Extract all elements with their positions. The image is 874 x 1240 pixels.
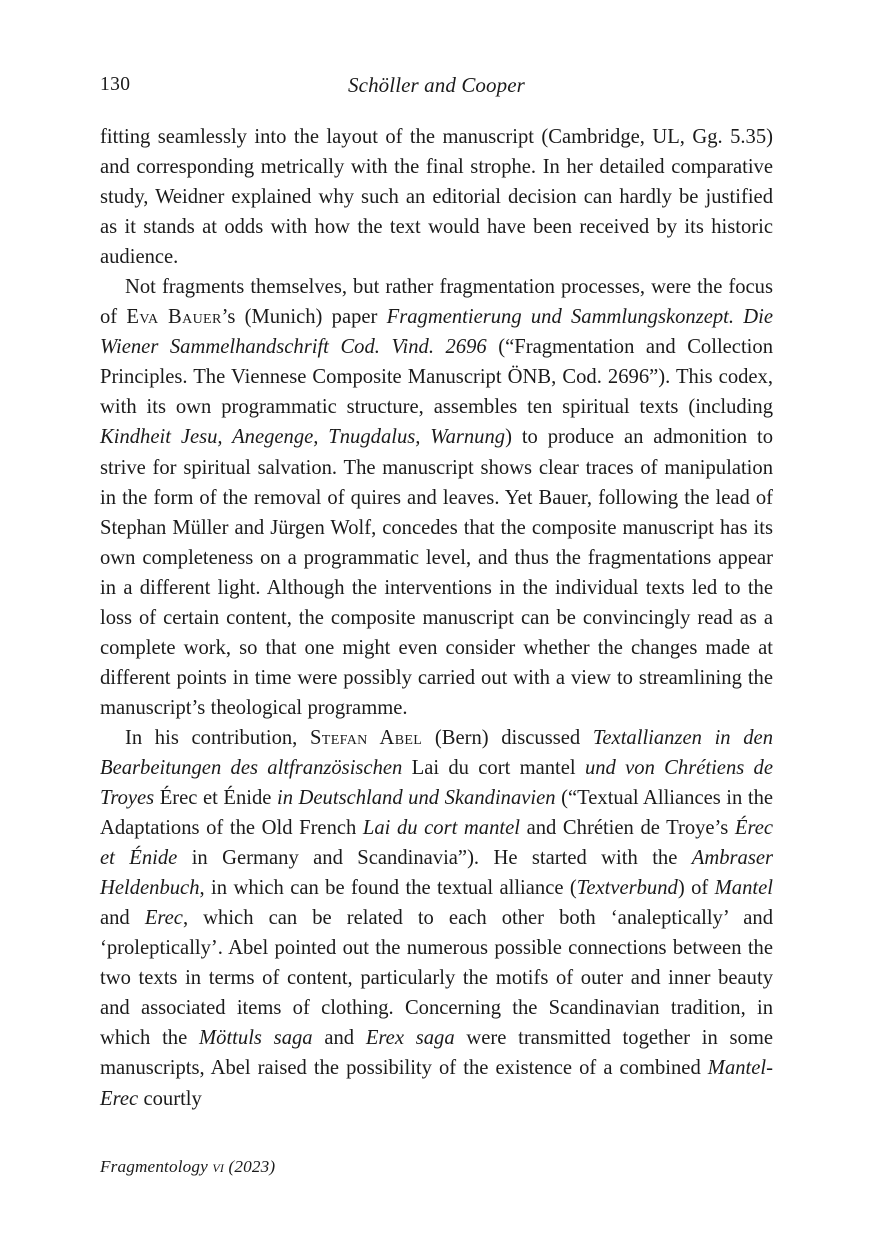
text-run: , in which can be found the textual alliance ( — [199, 877, 577, 900]
text-run: Érec et Énide — [159, 787, 277, 810]
footer-volume: vi — [212, 1157, 225, 1176]
italic-run: Textverbund — [576, 877, 678, 900]
text-run: Not fragments themselves, but rather fragmentation processes, were the focus of — [100, 276, 773, 329]
text-run: and — [100, 907, 145, 930]
italic-run: Mantel-Erec — [100, 1057, 773, 1110]
text-run: in Germany and Scandinavia”). He started with the — [177, 847, 692, 870]
text-run: Lai du cort mantel — [411, 756, 585, 779]
text-run: ) of — [677, 877, 715, 900]
text-run: (“Fragmentation and Collection Principles. The Viennese Composite Manuscript ÖNB, Cod. 2696”). This codex, with its own programmatic structure, assembles ten spiritual texts (including — [100, 336, 773, 419]
text-run: In his contribution, — [125, 726, 310, 749]
paragraph-p3-abel — [100, 723, 773, 1114]
italic-run: Lai du cort mantel — [362, 817, 520, 840]
text-run: ) to produce an admonition to strive for spiritual salvation. The manuscript shows clear traces of manipulation in the form of the removal of quires and leaves. Yet Bauer, following the lead of Stephan Müller and Jürgen Wolf, concedes that the composite manuscript has its own completeness on a programmatic level, and thus the fragmentations appear in a different light. Although the interventions in the individual texts led to the loss of certain content, the composite manuscript can be convincingly read as a complete work, so that one might even consider whether the changes made at different points in time were possibly carried out with a view to streamlining the manuscript’s theological programme. — [100, 426, 773, 719]
text-run: (“Textual Alliances in the Adaptations of the Old French — [100, 787, 774, 840]
italic-run: in Deutschland und Skandinavien — [276, 787, 556, 810]
text-run: fitting seamlessly into the layout of the manuscript (Cambridge, UL, Gg. 5.35) and corresponding metrically with the final strophe. In her detailed comparative study, Weidner explained why such an editorial decision can hardly be justified as it stands at odds with how the text would have been received by its historic audience. — [100, 126, 773, 269]
text-run: , which can be related to each other both ‘analeptically’ and ‘proleptically’. Abel pointed out the numerous possible connections between the two texts in terms of content, particularly the motifs of outer and inner beauty and associated items of clothing. Concerning the Scandinavian tradition, in which the — [100, 907, 773, 1050]
text-run: were transmitted together in some manuscripts, Abel raised the possibility of the existence of a combined — [100, 1027, 774, 1080]
small-caps-name: Stefan Abel — [309, 726, 423, 749]
italic-run: Fragmentierung und Sammlungskonzept. Die Wiener Sammelhandschrift Cod. Vind. 2696 — [100, 306, 774, 359]
text-run: and Chrétien de Troye’s — [520, 817, 735, 840]
paragraph-p2-bauer — [100, 272, 773, 723]
text-run: courtly — [138, 1087, 202, 1110]
footer-journal-title: Fragmentology — [100, 1157, 208, 1176]
italic-run: Mantel — [714, 877, 773, 900]
italic-run: Erec — [144, 907, 183, 930]
italic-run: und von Chrétiens de Troyes — [100, 756, 773, 810]
small-caps-name: Eva Bauer — [126, 306, 222, 329]
text-run: and — [312, 1027, 366, 1050]
running-head — [100, 70, 773, 100]
italic-run: Kindheit Jesu, Anegenge, Tnugdalus, Warnung — [100, 426, 506, 449]
italic-run: Érec et Énide — [100, 817, 774, 870]
italic-run: Möttuls saga — [199, 1027, 313, 1050]
text-run: ’s (Munich) paper — [221, 306, 387, 329]
italic-run: Textallianzen in den Bearbeitungen des altfranzösischen — [100, 726, 773, 779]
running-header-authors: Schöller and Cooper — [348, 73, 525, 97]
page-footer — [100, 1155, 275, 1179]
page-number: 130 — [100, 74, 131, 95]
text-run: (Bern) discussed — [422, 726, 593, 749]
body-text-block — [100, 122, 773, 1114]
paragraph-p1-weidner — [100, 122, 773, 272]
italic-run: Ambraser Heldenbuch — [100, 847, 773, 900]
footer-year: (2023) — [228, 1157, 276, 1176]
italic-run: Erex saga — [365, 1027, 455, 1050]
